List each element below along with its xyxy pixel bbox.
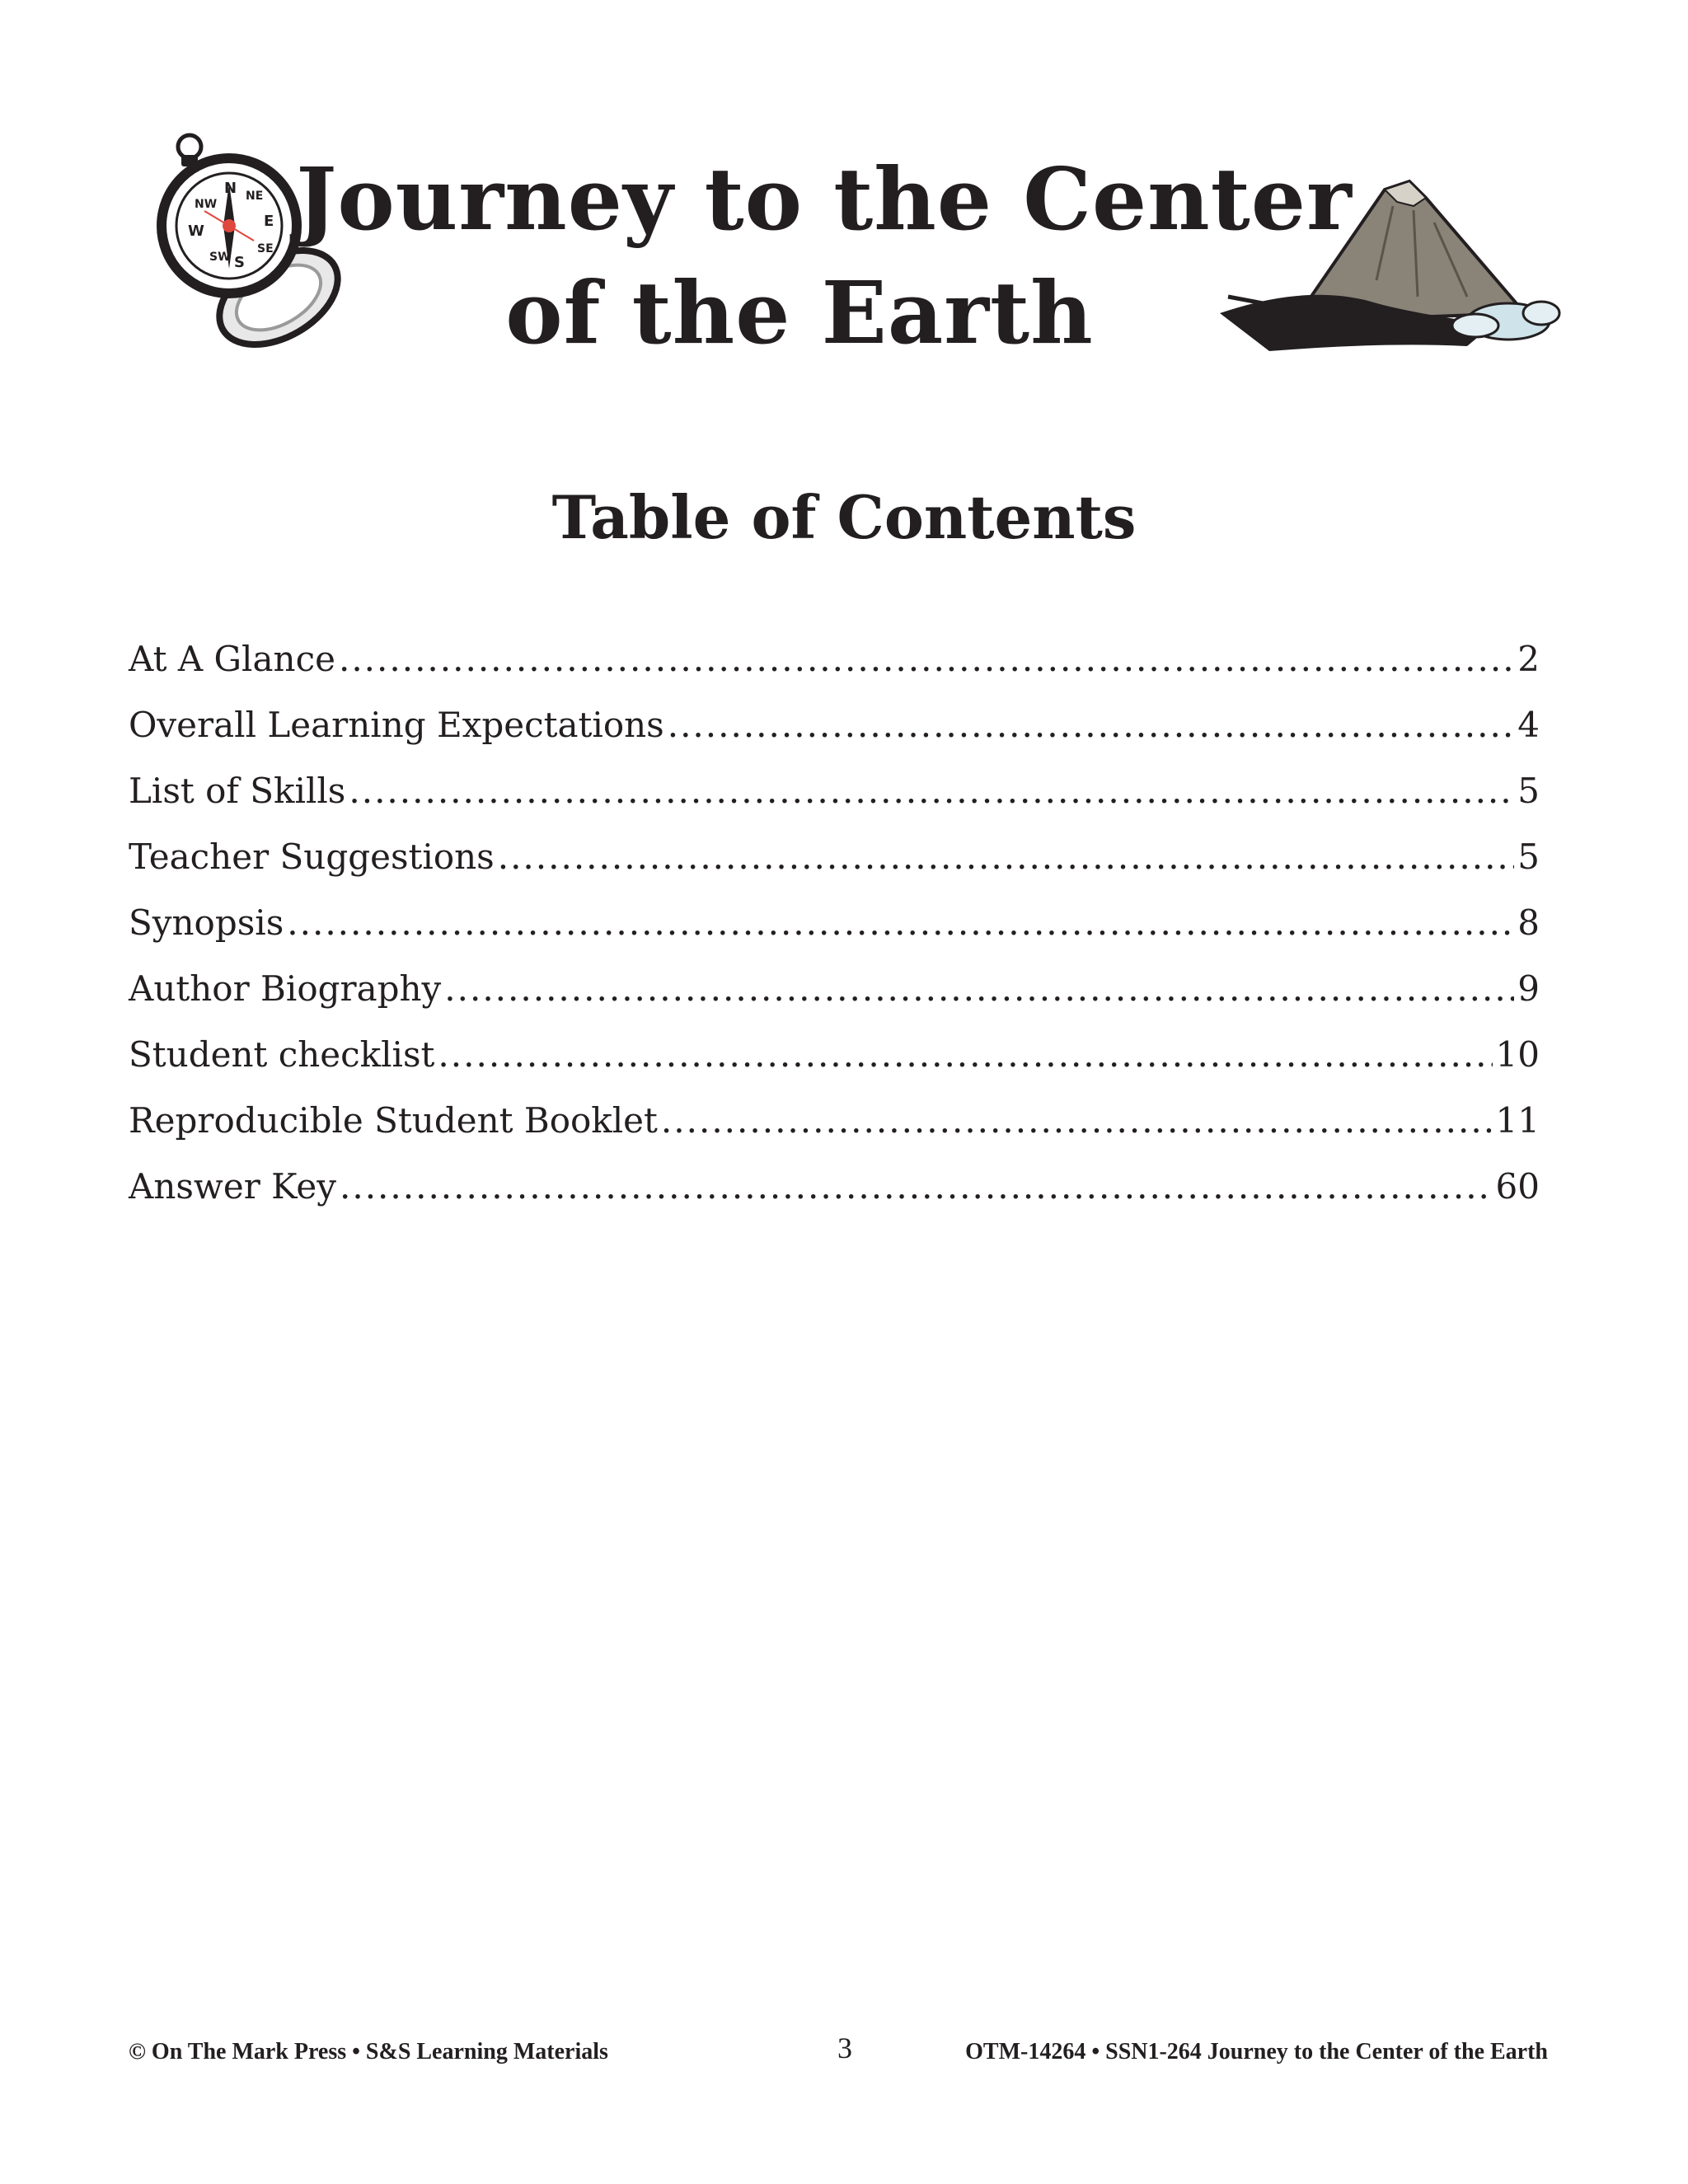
toc-list	[129, 639, 1540, 1232]
toc-entry-page: 4	[1517, 705, 1540, 745]
toc-entry-page: 60	[1495, 1166, 1540, 1207]
compass-label-w: W	[188, 223, 204, 240]
dot-leader	[438, 1034, 1492, 1075]
toc-entry-label: Answer Key	[129, 1166, 336, 1207]
compass-label-nw: NW	[195, 198, 218, 211]
book-title-line-1: Journey to the Center	[296, 148, 1353, 250]
dot-leader	[668, 705, 1515, 745]
compass-label-n: N	[224, 180, 237, 197]
footer-page-number: 3	[837, 2032, 852, 2064]
toc-entry-label: Synopsis	[129, 902, 284, 943]
toc-entry-label: Overall Learning Expectations	[129, 705, 664, 745]
toc-heading: Table of Contents	[551, 482, 1137, 552]
dot-leader	[349, 771, 1514, 811]
toc-entry-overall-learning-expectations	[129, 705, 1540, 771]
toc-entry-author-biography	[129, 968, 1540, 1034]
dot-leader	[498, 837, 1515, 877]
toc-entry-page: 8	[1517, 902, 1540, 943]
footer-product-code: OTM-14264 • SSN1-264 Journey to the Center of the Earth	[965, 2039, 1548, 2064]
toc-entry-label: Student checklist	[129, 1034, 435, 1075]
toc-entry-student-checklist	[129, 1034, 1540, 1100]
toc-entry-label: Reproducible Student Booklet	[129, 1100, 658, 1141]
toc-entry-page: 2	[1517, 639, 1540, 679]
toc-entry-reproducible-student-booklet	[129, 1100, 1540, 1166]
page-footer	[129, 2032, 1548, 2069]
compass-label-se: SE	[257, 242, 274, 255]
toc-entry-label: Author Biography	[129, 968, 442, 1009]
toc-entry-label: Teacher Suggestions	[129, 837, 495, 877]
compass-label-e: E	[264, 213, 274, 230]
toc-entry-synopsis	[129, 902, 1540, 968]
book-title-line-2: of the Earth	[505, 262, 1094, 363]
title-banner	[148, 124, 1566, 371]
toc-entry-label: List of Skills	[129, 771, 346, 811]
toc-entry-page: 5	[1517, 771, 1540, 811]
toc-entry-teacher-suggestions	[129, 837, 1540, 902]
dot-leader	[444, 968, 1514, 1009]
dot-leader	[340, 1166, 1493, 1207]
toc-entry-page: 10	[1495, 1034, 1540, 1075]
compass-label-sw: SW	[209, 251, 231, 264]
mountain-icon	[1220, 157, 1566, 354]
toc-entry-answer-key	[129, 1166, 1540, 1232]
toc-entry-list-of-skills	[129, 771, 1540, 837]
compass-label-ne: NE	[246, 190, 264, 203]
toc-entry-at-a-glance	[129, 639, 1540, 705]
footer-copyright: © On The Mark Press • S&S Learning Materials	[129, 2039, 608, 2064]
toc-entry-label: At A Glance	[129, 639, 335, 679]
dot-leader	[339, 639, 1514, 679]
toc-entry-page: 11	[1495, 1100, 1540, 1141]
compass-label-s: S	[234, 254, 245, 271]
dot-leader	[661, 1100, 1493, 1141]
dot-leader	[287, 902, 1514, 943]
toc-entry-page: 9	[1517, 968, 1540, 1009]
toc-entry-page: 5	[1517, 837, 1540, 877]
